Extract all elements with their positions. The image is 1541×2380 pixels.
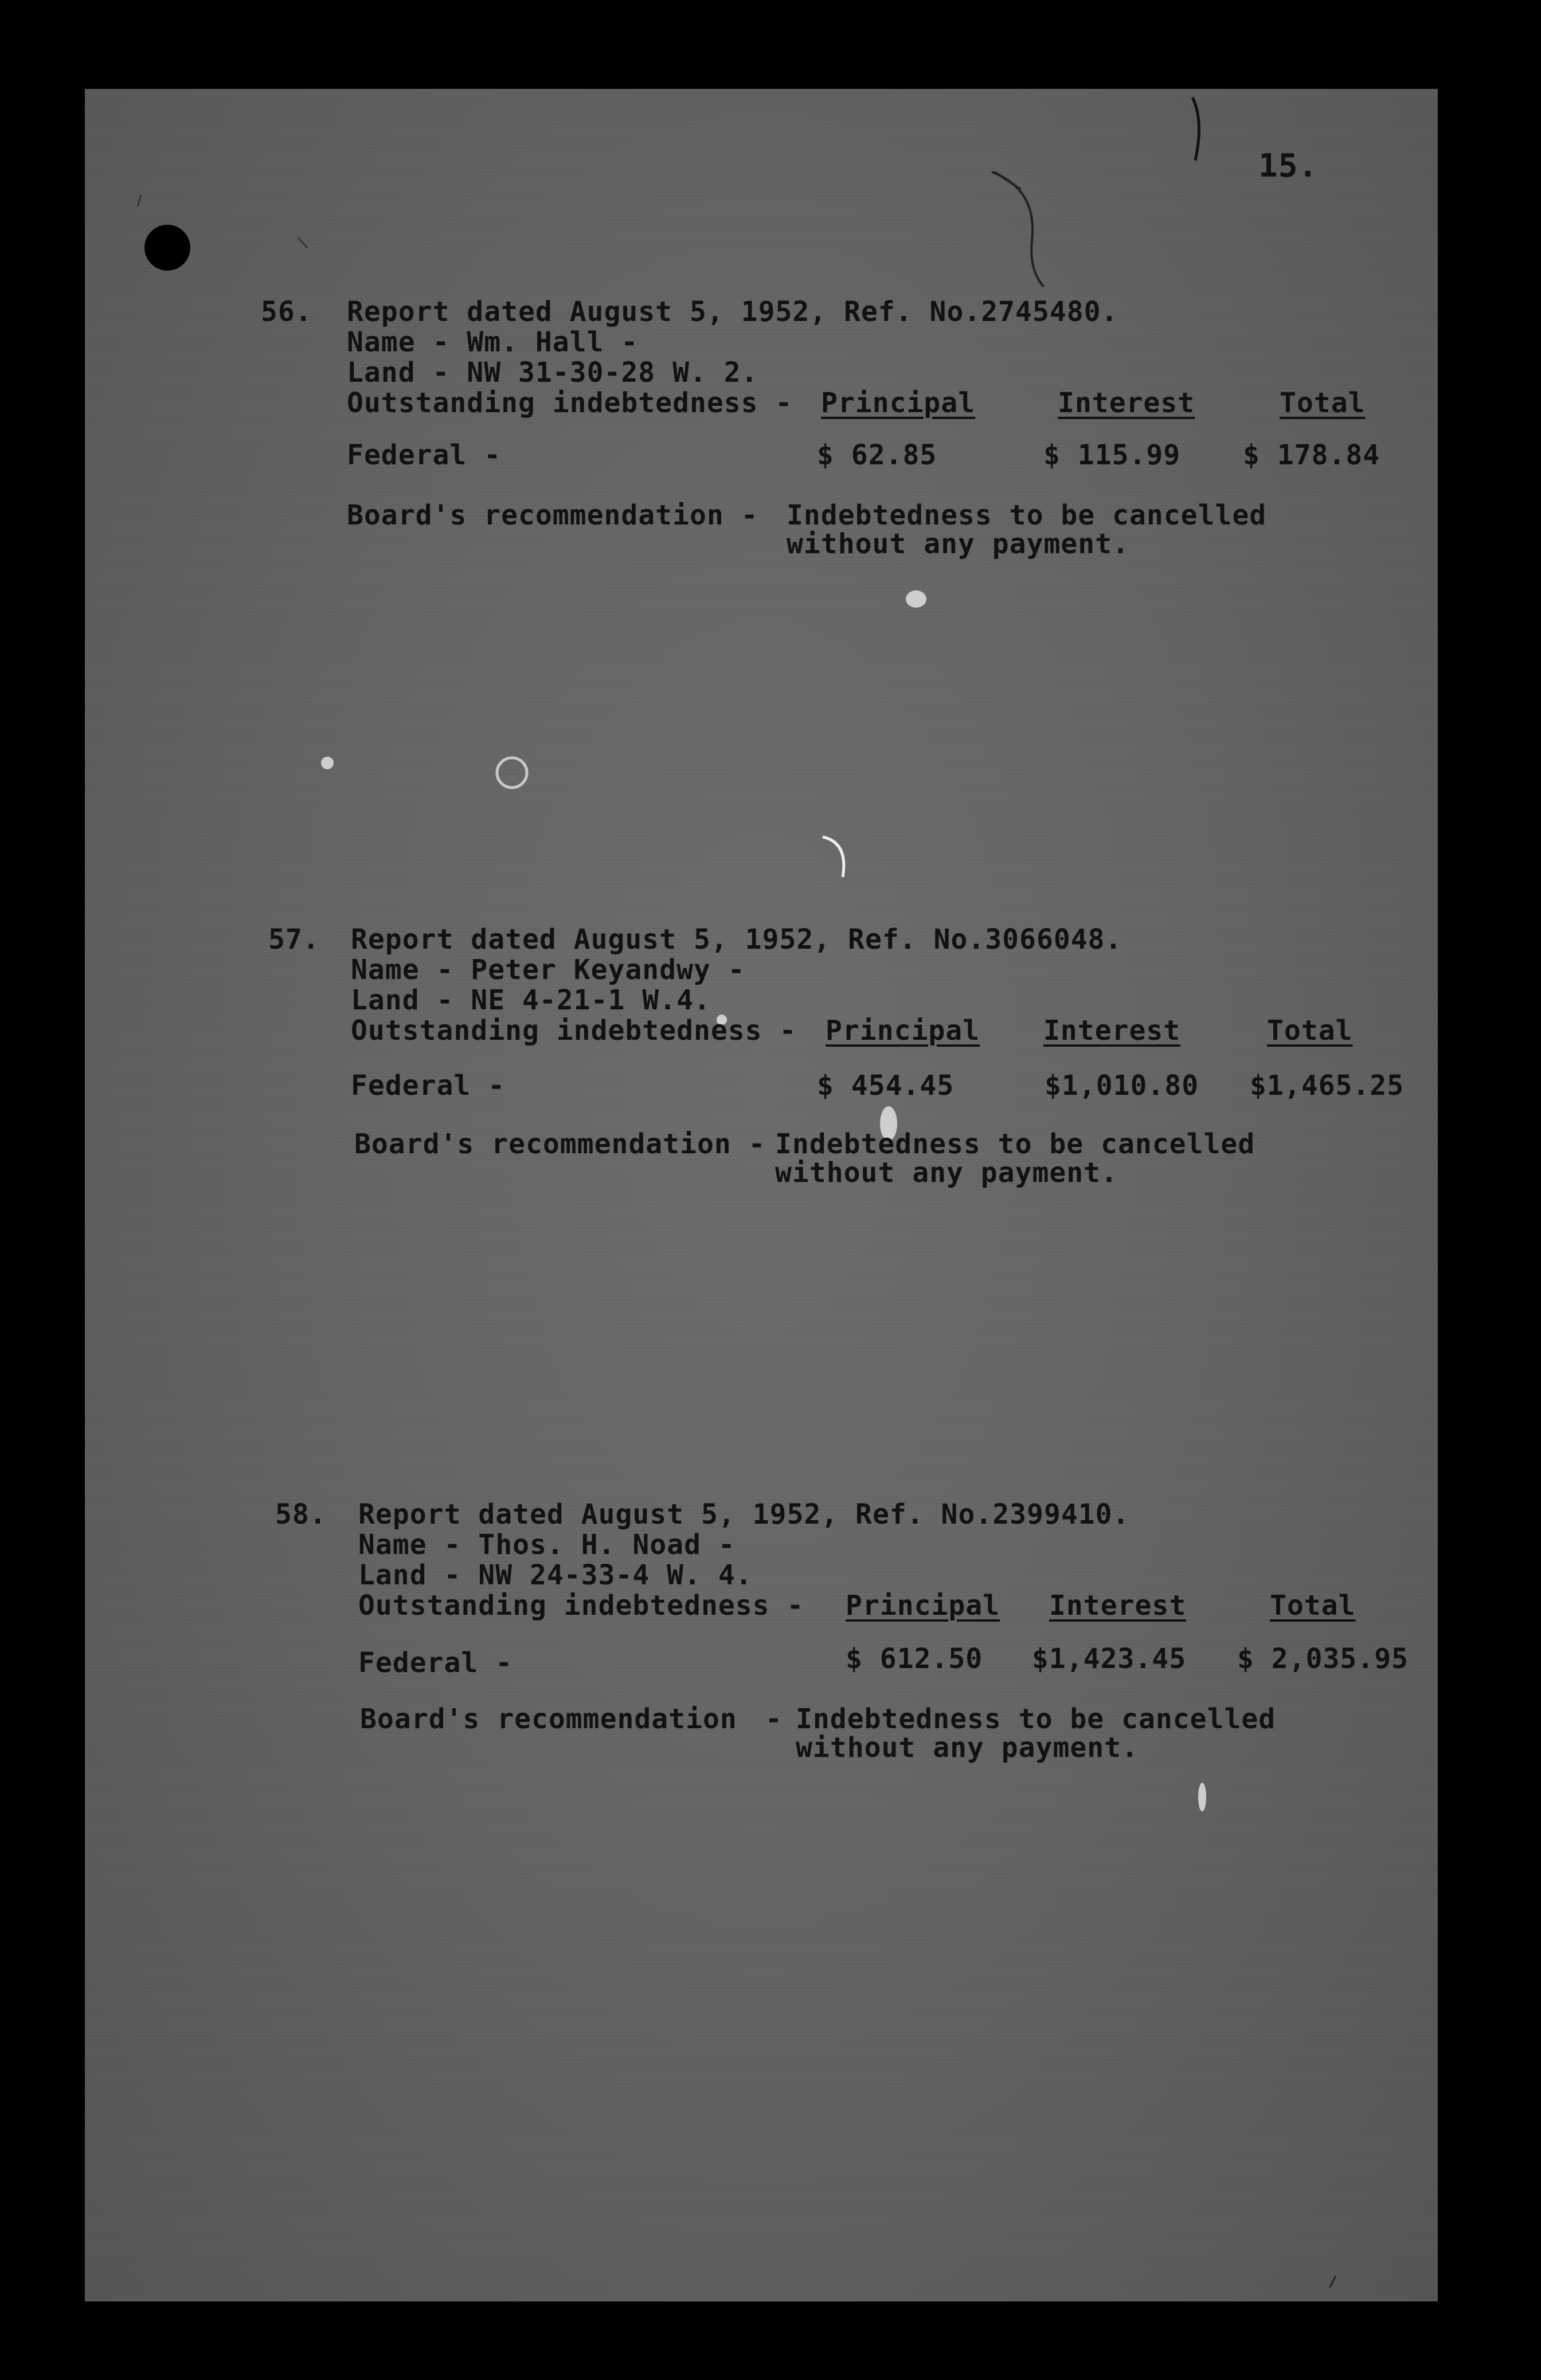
recommendation-text: Indebtedness to be cancelled [775, 1128, 1256, 1160]
total-header: Total [1267, 1015, 1353, 1047]
federal-label: Federal - [347, 439, 502, 471]
interest-header: Interest [1043, 1015, 1181, 1047]
interest-amount: $ 115.99 [1043, 439, 1181, 471]
report-line: Report dated August 5, 1952, Ref. No.3066048. [351, 923, 1122, 956]
recommendation-text: without any payment. [787, 528, 1129, 560]
recommendation-text: Indebtedness to be cancelled [796, 1703, 1276, 1735]
total-header: Total [1280, 387, 1366, 419]
name-line: Name - Wm. Hall - [347, 326, 639, 358]
name-line: Name - Thos. H. Noad - [358, 1529, 736, 1561]
total-header: Total [1270, 1590, 1356, 1622]
recommendation-label: Board's recommendation - [354, 1128, 766, 1160]
recommendation-text: without any payment. [775, 1157, 1118, 1189]
recommendation-text: Indebtedness to be cancelled [787, 499, 1267, 531]
recommendation-dash: - [765, 1703, 783, 1735]
interest-amount: $1,423.45 [1032, 1643, 1187, 1675]
total-amount: $1,465.25 [1250, 1070, 1405, 1102]
federal-label: Federal - [358, 1647, 513, 1679]
principal-header: Principal [826, 1015, 980, 1047]
federal-label: Federal - [351, 1070, 506, 1102]
scan-speck [321, 757, 334, 769]
scan-speck [1198, 1783, 1206, 1811]
document-page [85, 89, 1438, 2301]
recommendation-label: Board's recommendation [360, 1703, 737, 1735]
page-number: 15. [1258, 147, 1319, 185]
principal-amount: $ 612.50 [846, 1643, 983, 1675]
entry-number: 57. [268, 923, 320, 956]
outstanding-label: Outstanding indebtedness - [347, 387, 793, 419]
outstanding-label: Outstanding indebtedness - [358, 1590, 804, 1622]
total-amount: $ 178.84 [1243, 439, 1380, 471]
interest-amount: $1,010.80 [1045, 1070, 1199, 1102]
interest-header: Interest [1058, 387, 1195, 419]
land-line: Land - NW 24-33-4 W. 4. [358, 1559, 753, 1591]
recommendation-label: Board's recommendation - [347, 499, 758, 531]
principal-header: Principal [821, 387, 976, 419]
principal-header: Principal [846, 1590, 1000, 1622]
land-line: Land - NE 4-21-1 W.4. [351, 984, 711, 1016]
principal-amount: $ 454.45 [817, 1070, 955, 1102]
report-line: Report dated August 5, 1952, Ref. No.2399410. [358, 1498, 1130, 1530]
recommendation-text: without any payment. [796, 1732, 1139, 1764]
name-line: Name - Peter Keyandwy - [351, 954, 745, 986]
entry-number: 58. [275, 1498, 327, 1530]
outstanding-label: Outstanding indebtedness - [351, 1015, 797, 1047]
interest-header: Interest [1049, 1590, 1187, 1622]
report-line: Report dated August 5, 1952, Ref. No.2745480. [347, 296, 1118, 328]
entry-number: 56. [261, 296, 312, 328]
land-line: Land - NW 31-30-28 W. 2. [347, 357, 758, 389]
total-amount: $ 2,035.95 [1237, 1643, 1409, 1675]
principal-amount: $ 62.85 [817, 439, 937, 471]
scan-speck [906, 590, 926, 608]
punch-hole-mark [144, 225, 190, 271]
